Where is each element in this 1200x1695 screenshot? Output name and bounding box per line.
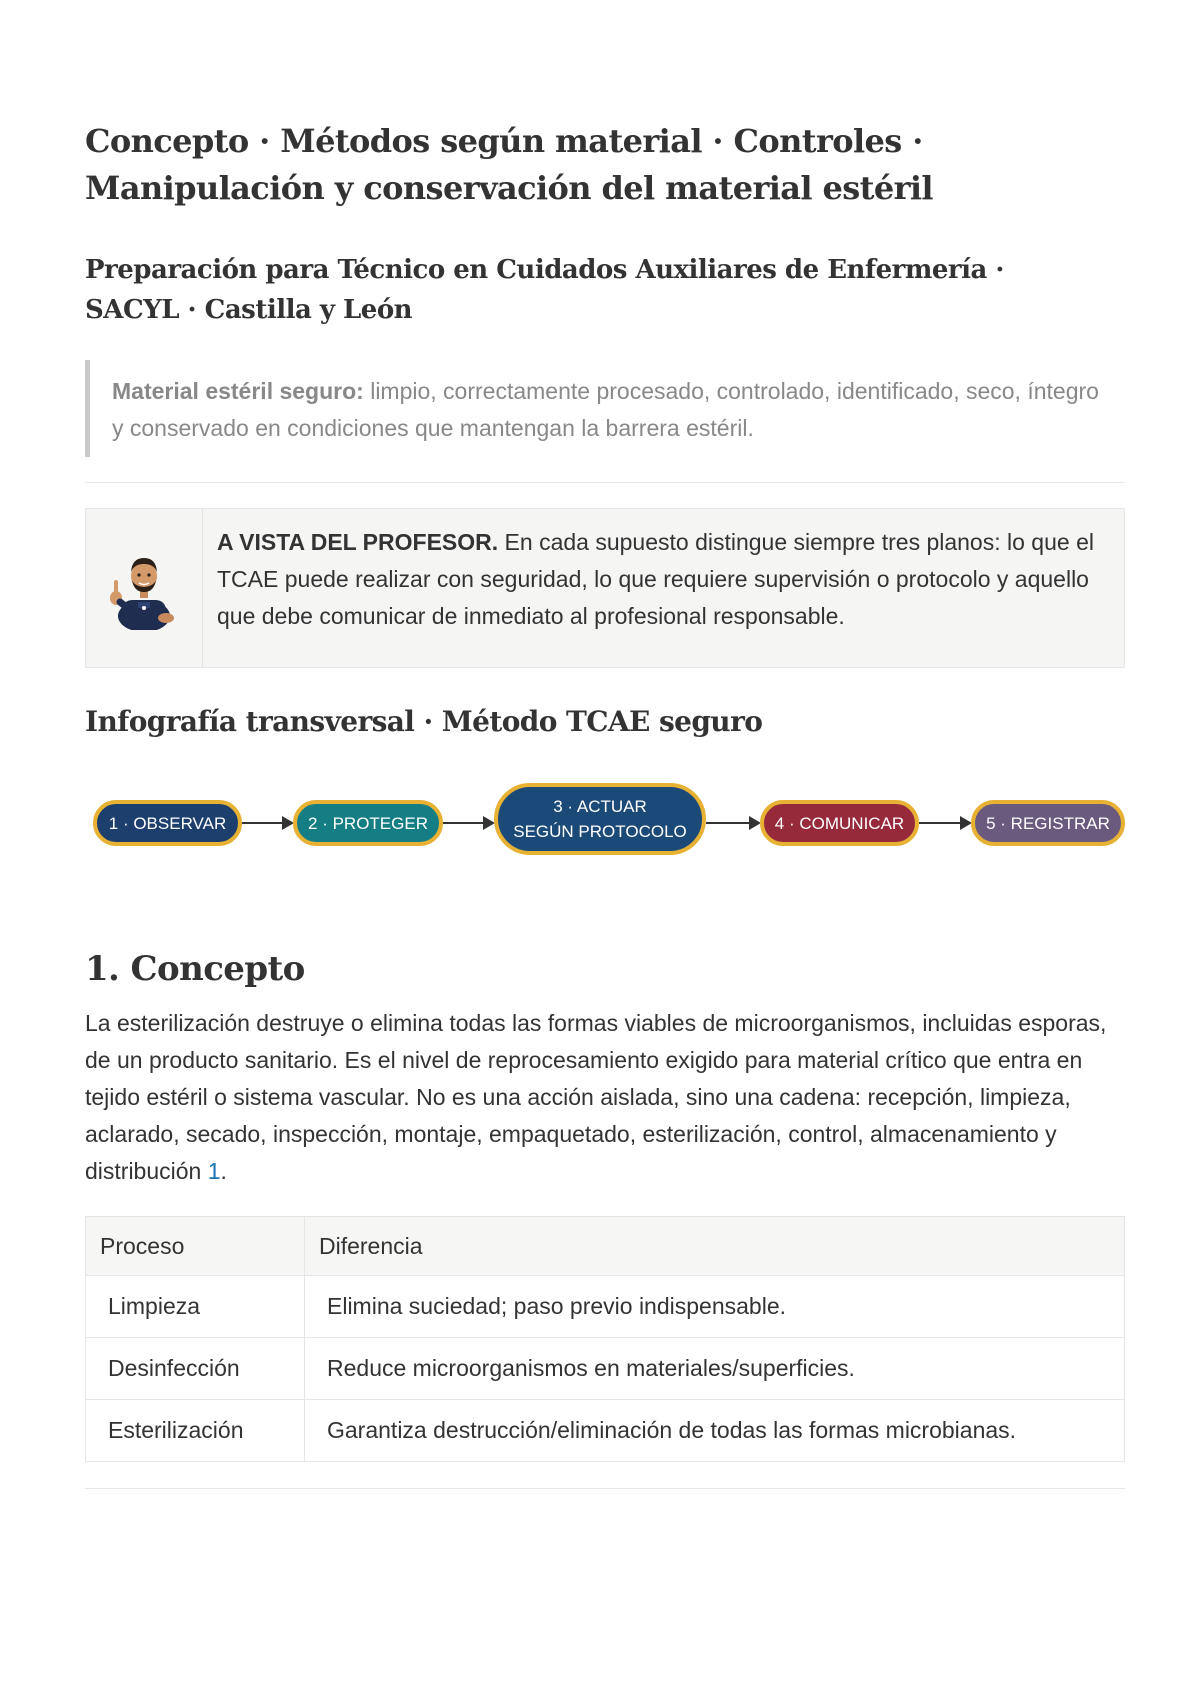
paragraph-end: . [220, 1158, 227, 1184]
step-registrar [971, 800, 1125, 846]
step-observar [93, 800, 242, 846]
table-cell: Desinfección [86, 1338, 305, 1400]
arrow-icon [443, 822, 493, 824]
paragraph-text: La esterilización destruye o elimina todas las formas viables de microorganismos, incluidas esporas, de un producto sanitario. Es el nivel de reprocesamiento exigido para material crítico que entra en tejido estéril o sistema vascular. No es una acción aislada, sino una cadena: recepción, limpieza, aclarado, secado, inspección, montaje, empaquetado, esterilización, control, almacenamiento y distribución [85, 1010, 1107, 1184]
table-cell: Reduce microorganismos en materiales/superficies. [305, 1338, 1125, 1400]
professor-label: A VISTA DEL PROFESOR. [217, 529, 499, 555]
arrow-icon [242, 822, 292, 824]
professor-avatar [86, 509, 203, 667]
step-label-line1: 3 · ACTUAR [553, 797, 647, 816]
table-row [86, 1276, 1125, 1338]
footnote-ref-link[interactable]: 1 [207, 1158, 221, 1184]
quote-label: Material estéril seguro: [112, 378, 364, 404]
divider [85, 1488, 1125, 1489]
quote-text: limpio, correctamente procesado, controlado, identificado, seco, íntegro y conservado en condiciones que mantengan la barrera estéril. [112, 378, 1099, 441]
section-paragraph [85, 1005, 1125, 1190]
step-comunicar [760, 800, 919, 846]
section-heading: 1. Concepto [85, 949, 305, 989]
arrow-icon [919, 822, 970, 824]
table-cell: Garantiza destrucción/eliminación de todas las formas microbianas. [305, 1400, 1125, 1462]
table-row [86, 1338, 1125, 1400]
page-subtitle: Preparación para Técnico en Cuidados Auxiliares de Enfermería · SACYL · Castilla y León [85, 255, 1004, 325]
professor-text: En cada supuesto distingue siempre tres planos: lo que el TCAE puede realizar con seguridad, lo que requiere supervisión o protocolo y aquello que debe comunicar de inmediato al profesional responsable. [217, 529, 1094, 629]
professor-box [85, 508, 1125, 668]
step-actuar [494, 783, 706, 855]
professor-note [203, 509, 1124, 667]
process-table [85, 1216, 1125, 1462]
step-proteger [293, 800, 443, 846]
page-title: Concepto · Métodos según material · Controles · Manipulación y conservación del material estéril [85, 122, 933, 207]
step-label: 4 · COMUNICAR [774, 813, 905, 833]
table-header: Diferencia [305, 1217, 1125, 1276]
table-header: Proceso [86, 1217, 305, 1276]
divider [85, 482, 1125, 483]
arrow-icon [706, 822, 759, 824]
step-label: 1 · OBSERVAR [108, 813, 227, 833]
callout-quote [85, 360, 1125, 457]
step-label: 5 · REGISTRAR [986, 813, 1110, 833]
table-cell: Esterilización [86, 1400, 305, 1462]
table-cell: Limpieza [86, 1276, 305, 1338]
teacher-avatar-icon [108, 546, 180, 630]
infographic-heading: Infografía transversal · Método TCAE seguro [85, 705, 763, 738]
table-cell: Elimina suciedad; paso previo indispensable. [305, 1276, 1125, 1338]
step-label: 2 · PROTEGER [308, 813, 428, 833]
step-label-line2: SEGÚN PROTOCOLO [513, 822, 687, 841]
table-row [86, 1400, 1125, 1462]
infographic-flow [85, 780, 1125, 860]
table-header-row [86, 1217, 1125, 1276]
